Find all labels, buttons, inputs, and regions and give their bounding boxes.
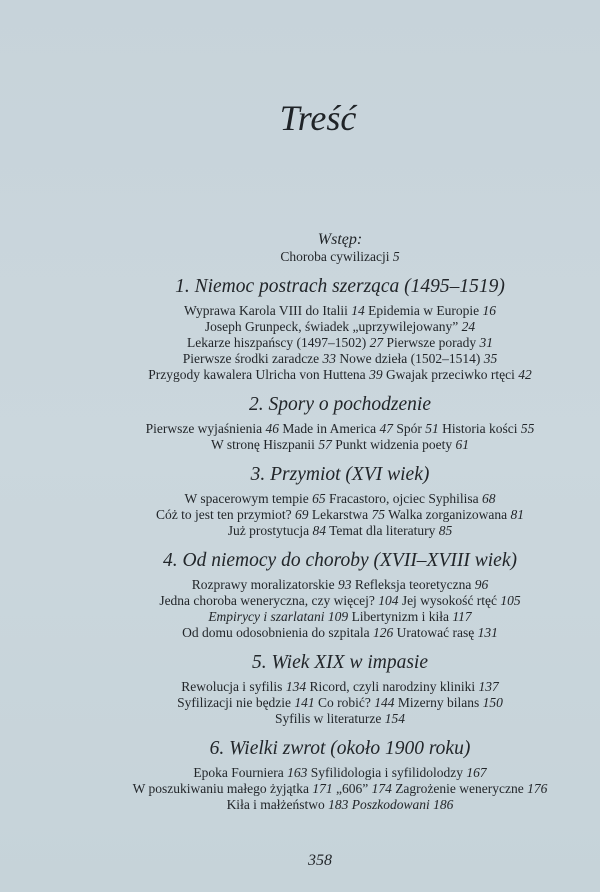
entry-title: Made in America bbox=[279, 421, 380, 436]
entry-title: Kiła i małżeństwo bbox=[226, 797, 329, 812]
chapter-heading: 6. Wielki zwrot (około 1900 roku) bbox=[209, 738, 471, 759]
entry-title: Refleksja teoretyczna bbox=[351, 577, 475, 592]
entry-title: W stronę Hiszpanii bbox=[210, 437, 319, 452]
page-title: Treść bbox=[279, 98, 357, 138]
toc-entry-line bbox=[120, 249, 560, 265]
page-ref: 176 bbox=[527, 781, 548, 796]
page-ref: 55 bbox=[520, 421, 535, 436]
page-ref: 183 bbox=[328, 797, 349, 812]
page-ref: 167 bbox=[466, 765, 487, 780]
entry-title: Temat dla literatury bbox=[325, 523, 439, 538]
page-ref: 65 bbox=[312, 491, 326, 506]
page-ref: 163 bbox=[287, 765, 308, 780]
entry-title: Syfilis w literaturze bbox=[274, 711, 385, 726]
page-ref: 39 bbox=[369, 367, 383, 382]
page-ref: 33 bbox=[322, 351, 337, 366]
page-ref: 24 bbox=[461, 319, 476, 334]
entry-title: Rewolucja i syfilis bbox=[181, 679, 286, 694]
page-ref: 81 bbox=[510, 507, 525, 522]
entry-title: Pierwsze porady bbox=[383, 335, 480, 350]
entry-title: Jedna choroba weneryczna, czy więcej? bbox=[159, 593, 379, 608]
page-ref: 174 bbox=[371, 781, 392, 796]
page-ref: 126 bbox=[373, 625, 394, 640]
entry-title: Pierwsze środki zaradcze bbox=[182, 351, 323, 366]
page-ref: 35 bbox=[483, 351, 498, 366]
toc-entry-line bbox=[120, 797, 560, 813]
entry-title: Epoka Fourniera bbox=[193, 765, 288, 780]
entry-title: Poszkodowani 186 bbox=[348, 797, 454, 812]
page-ref: 47 bbox=[379, 421, 394, 436]
page-ref: 46 bbox=[265, 421, 280, 436]
table-of-contents bbox=[120, 231, 560, 813]
entry-title: Spór bbox=[393, 421, 426, 436]
entry-title: Pierwsze wyjaśnienia bbox=[145, 421, 266, 436]
entry-title: W spacerowym tempie bbox=[184, 491, 313, 506]
page-ref: 16 bbox=[482, 303, 496, 318]
page-ref: 69 bbox=[295, 507, 309, 522]
entry-title: Wyprawa Karola VIII do Italii bbox=[184, 303, 352, 318]
page-ref: 75 bbox=[371, 507, 386, 522]
toc-entry-line bbox=[120, 523, 560, 539]
page-ref: 137 bbox=[478, 679, 499, 694]
toc-entry-line bbox=[120, 593, 560, 609]
page-ref: 150 bbox=[482, 695, 503, 710]
page-ref: 154 bbox=[384, 711, 406, 726]
page-ref: 57 bbox=[318, 437, 332, 452]
page-number: 358 bbox=[308, 852, 332, 869]
entry-title: Rozprawy moralizatorskie bbox=[191, 577, 338, 592]
page-ref: 96 bbox=[474, 577, 489, 592]
chapter-heading: 5. Wiek XIX w impasie bbox=[251, 652, 428, 673]
entry-title: W poszukiwaniu małego żyjątka bbox=[132, 781, 313, 796]
entry-title: Choroba cywilizacji bbox=[280, 249, 393, 264]
entry-title: Gwajak przeciwko rtęci bbox=[382, 367, 519, 382]
entry-title: Lekarstwa bbox=[308, 507, 372, 522]
page-ref: 171 bbox=[312, 781, 333, 796]
entry-title: Epidemia w Europie bbox=[364, 303, 483, 318]
toc-entry-line bbox=[120, 577, 560, 593]
entry-title: Już prostytucja bbox=[227, 523, 313, 538]
page-ref: 5 bbox=[392, 249, 400, 264]
page-ref: 31 bbox=[479, 335, 493, 350]
page-ref: 131 bbox=[477, 625, 498, 640]
chapter-heading: 1. Niemoc postrach szerząca (1495–1519) bbox=[175, 276, 505, 297]
chapter-heading: 3. Przymiot (XVI wiek) bbox=[250, 464, 430, 485]
chapter-heading: 4. Od niemocy do choroby (XVII–XVIII wiek) bbox=[163, 550, 517, 571]
entry-title: Fracastoro, ojciec Syphilisa bbox=[325, 491, 482, 506]
page-ref: 144 bbox=[374, 695, 395, 710]
page-ref: 14 bbox=[351, 303, 365, 318]
entry-title: „606” bbox=[332, 781, 372, 796]
page-ref: 61 bbox=[455, 437, 470, 452]
page-ref: 42 bbox=[518, 367, 532, 382]
toc-entry-line bbox=[120, 679, 560, 695]
entry-title: Walka zorganizowana bbox=[385, 507, 511, 522]
page-ref: 104 bbox=[378, 593, 399, 608]
entry-title: Empirycy i szarlatani 109 bbox=[208, 609, 349, 624]
toc-entry-line bbox=[120, 421, 560, 437]
entry-title: Lekarze hiszpańscy (1497–1502) bbox=[187, 335, 370, 350]
entry-title: Historia kości bbox=[438, 421, 521, 436]
entry-title: Nowe dzieła (1502–1514) bbox=[336, 351, 484, 366]
page-ref: 93 bbox=[337, 577, 352, 592]
entry-title: Joseph Grunpeck, świadek „uprzywilejowany” bbox=[204, 319, 462, 334]
toc-entry-line bbox=[120, 507, 560, 523]
page-ref: 27 bbox=[369, 335, 384, 350]
entry-title: Jej wysokość rtęć bbox=[398, 593, 501, 608]
page-ref: 51 bbox=[425, 421, 439, 436]
page-ref: 141 bbox=[294, 695, 315, 710]
entry-title: Uratować rasę bbox=[393, 625, 478, 640]
toc-entry-line bbox=[120, 319, 560, 335]
entry-title: Przygody kawalera Ulricha von Huttena bbox=[148, 367, 370, 382]
entry-title: Zagrożenie weneryczne bbox=[391, 781, 528, 796]
toc-entry-line bbox=[120, 609, 560, 625]
entry-title: Ricord, czyli narodziny kliniki bbox=[306, 679, 479, 694]
toc-entry-line bbox=[120, 437, 560, 453]
toc-entry-line bbox=[120, 695, 560, 711]
toc-entry-line bbox=[120, 711, 560, 727]
entry-title: Cóż to jest ten przymiot? bbox=[155, 507, 296, 522]
entry-title: Syfilizacji nie będzie bbox=[177, 695, 295, 710]
page-ref: 84 bbox=[312, 523, 326, 538]
entry-title: Punkt widzenia poety bbox=[331, 437, 456, 452]
chapter-heading: 2. Spory o pochodzenie bbox=[249, 394, 431, 415]
toc-entry-line bbox=[120, 303, 560, 319]
page-ref: 134 bbox=[285, 679, 307, 694]
entry-title: Co robić? bbox=[314, 695, 375, 710]
toc-entry-line bbox=[120, 491, 560, 507]
intro-heading: Wstęp: bbox=[317, 231, 363, 248]
page-ref: 117 bbox=[452, 609, 472, 624]
page-ref: 105 bbox=[500, 593, 521, 608]
toc-entry-line bbox=[120, 335, 560, 351]
toc-entry-line bbox=[120, 625, 560, 641]
entry-title: Syfilidologia i syfilidolodzy bbox=[307, 765, 467, 780]
toc-entry-line bbox=[120, 781, 560, 797]
entry-title: Od domu odosobnienia do szpitala bbox=[182, 625, 373, 640]
page-ref: 68 bbox=[481, 491, 496, 506]
toc-entry-line bbox=[120, 765, 560, 781]
toc-entry-line bbox=[120, 367, 560, 383]
toc-entry-line bbox=[120, 351, 560, 367]
page-ref: 85 bbox=[438, 523, 453, 538]
entry-title: Mizerny bilans bbox=[394, 695, 483, 710]
entry-title: Libertynizm i kiła bbox=[348, 609, 453, 624]
